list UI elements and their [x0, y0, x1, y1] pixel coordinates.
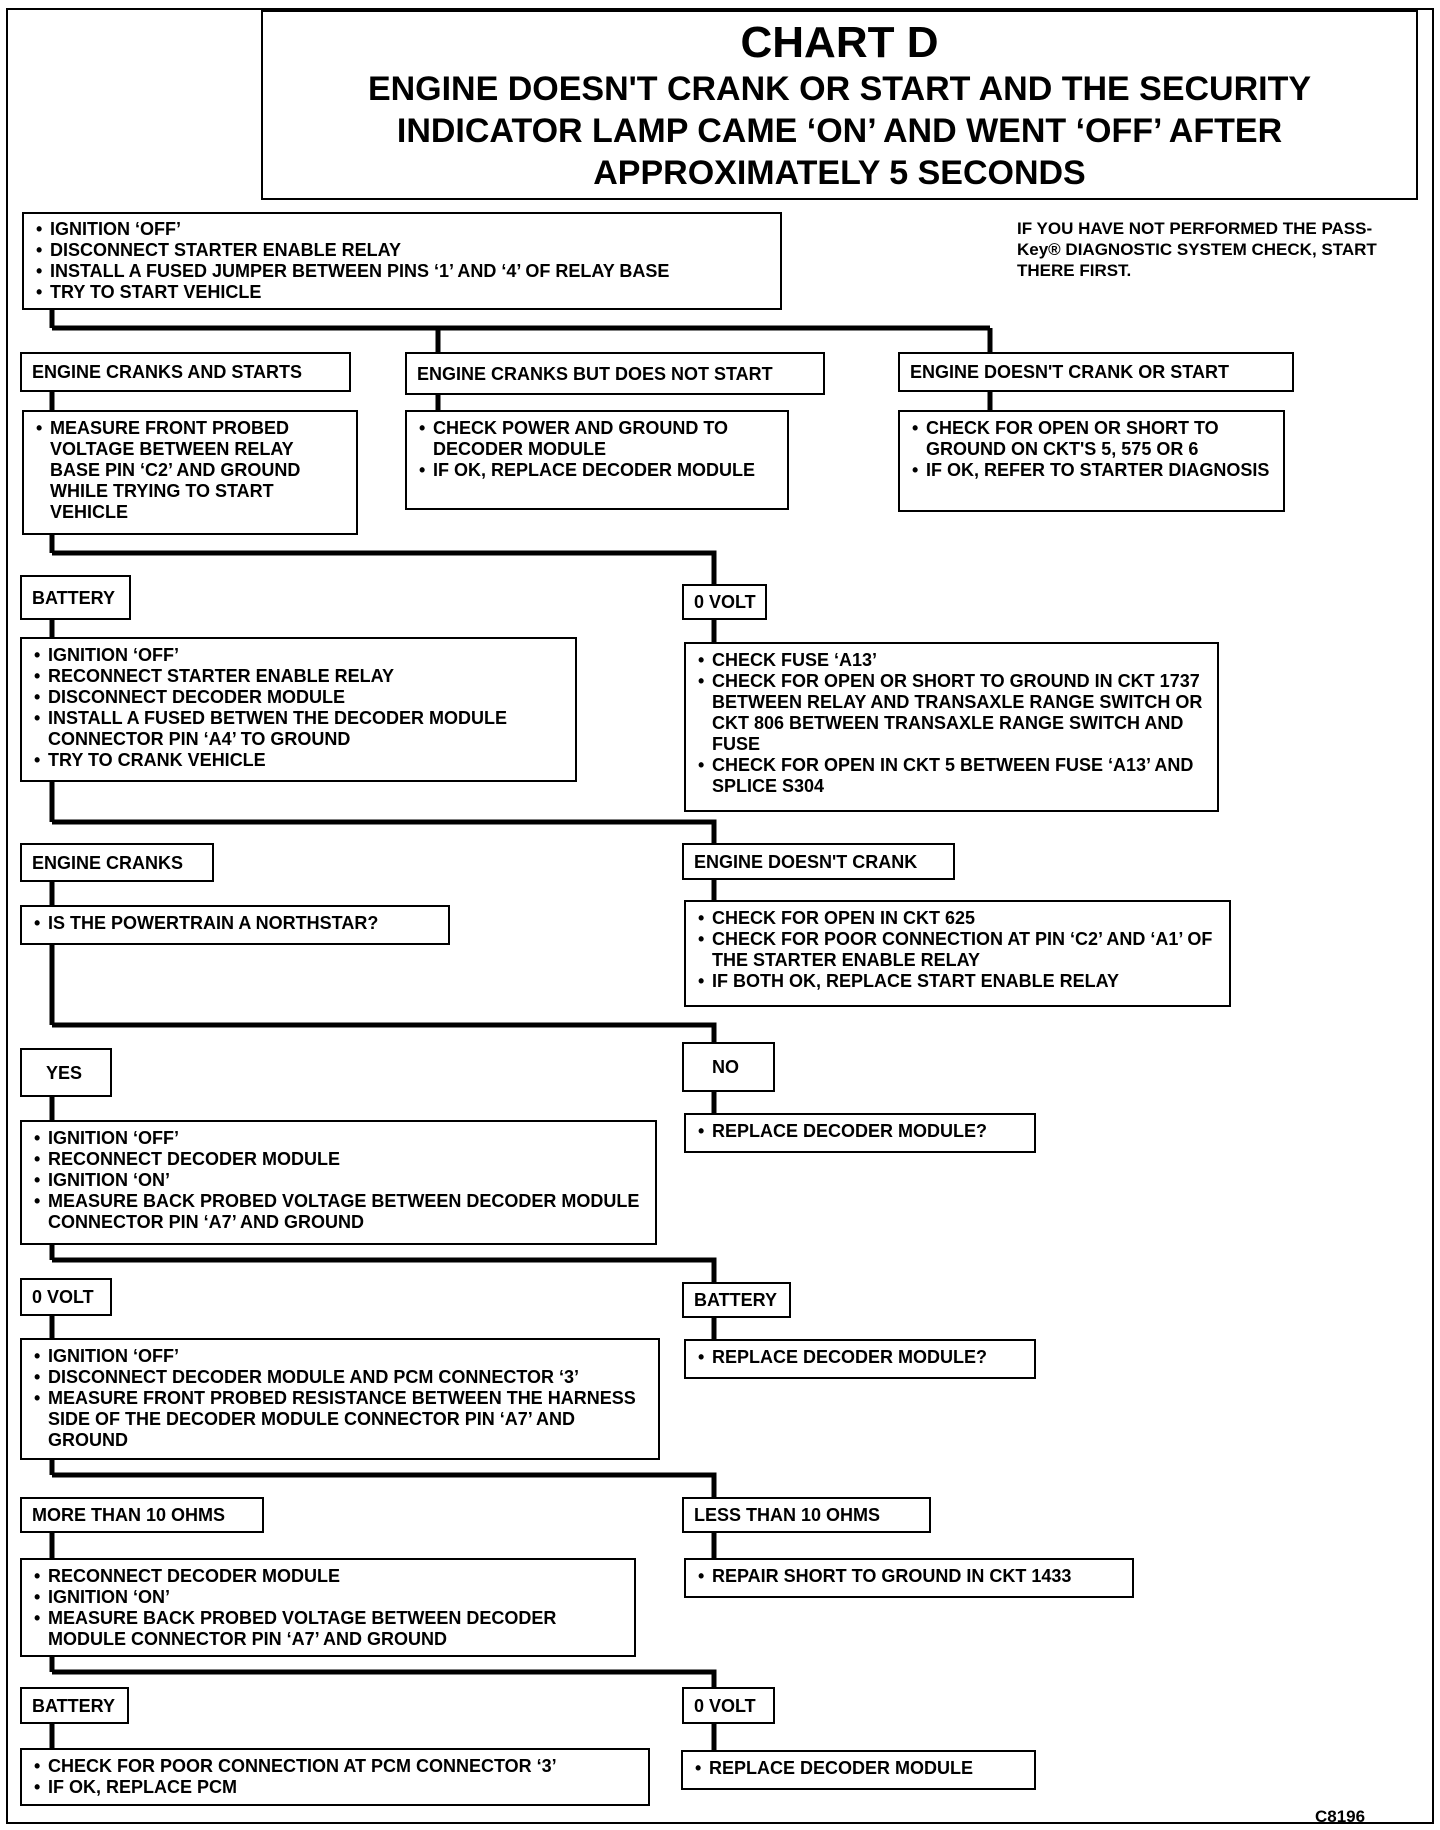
step-item: • TRY TO CRANK VEHICLE — [32, 750, 565, 771]
step-measure-a7-voltage-1 — [20, 1120, 657, 1245]
step-item: • IGNITION ‘OFF’ — [32, 645, 565, 666]
label-no: NO — [682, 1042, 775, 1092]
step-item: • RECONNECT STARTER ENABLE RELAY — [32, 666, 565, 687]
step-item: • IGNITION ‘ON’ — [32, 1587, 624, 1608]
step-list — [32, 645, 565, 771]
step-list — [32, 1128, 645, 1233]
step-repair-short-ckt-1433 — [684, 1558, 1134, 1598]
chart-title-box — [261, 10, 1418, 200]
step-item: • INSTALL A FUSED BETWEN THE DECODER MODULE CONNECTOR PIN ‘A4’ TO GROUND — [32, 708, 565, 750]
step-is-northstar — [20, 905, 450, 945]
chart-title: CHART D — [740, 18, 939, 67]
step-item: • RECONNECT DECODER MODULE — [32, 1566, 624, 1587]
step-item: • DISCONNECT DECODER MODULE — [32, 687, 565, 708]
step-item: • TRY TO START VEHICLE — [34, 282, 770, 303]
step-measure-a7-voltage-2 — [20, 1558, 636, 1657]
label-engine-cranks-and-starts: ENGINE CRANKS AND STARTS — [20, 352, 351, 392]
label-doesnt-crank-or-start: ENGINE DOESN'T CRANK OR START — [898, 352, 1294, 392]
step-item: • MEASURE BACK PROBED VOLTAGE BETWEEN DECODER MODULE CONNECTOR PIN ‘A7’ AND GROUND — [32, 1608, 624, 1650]
step-list — [34, 418, 346, 523]
label-less-than-10-ohms: LESS THAN 10 OHMS — [682, 1497, 931, 1533]
step-item: • CHECK FOR OPEN OR SHORT TO GROUND ON CKT'S 5, 575 OR 6 — [910, 418, 1273, 460]
step-measure-relay-c2 — [22, 410, 358, 535]
step-list — [32, 1566, 624, 1650]
step-list — [696, 1347, 1024, 1368]
label-engine-cranks: ENGINE CRANKS — [20, 843, 214, 882]
step-list — [32, 913, 438, 934]
step-list — [696, 1566, 1122, 1587]
label-yes: YES — [20, 1048, 112, 1097]
step-check-fuse-a13 — [684, 642, 1219, 812]
step-item: • INSTALL A FUSED JUMPER BETWEEN PINS ‘1’ AND ‘4’ OF RELAY BASE — [34, 261, 770, 282]
step-item: • CHECK FOR OPEN OR SHORT TO GROUND IN CKT 1737 BETWEEN RELAY AND TRANSAXLE RANGE SWITCH OR CKT 806 BETWEEN TRANSAXLE RANGE SWITCH AND FUSE — [696, 671, 1207, 755]
step-item: • IS THE POWERTRAIN A NORTHSTAR? — [32, 913, 438, 934]
step-item: • MEASURE FRONT PROBED RESISTANCE BETWEEN THE HARNESS SIDE OF THE DECODER MODULE CONNECTOR PIN ‘A7’ AND GROUND — [32, 1388, 648, 1451]
connector-b3 — [52, 780, 714, 843]
step-item: • IF BOTH OK, REPLACE START ENABLE RELAY — [696, 971, 1219, 992]
step-list — [32, 1346, 648, 1451]
step-item: • IGNITION ‘OFF’ — [34, 219, 770, 240]
step-item: • IGNITION ‘OFF’ — [32, 1128, 645, 1149]
label-more-than-10-ohms: MORE THAN 10 OHMS — [20, 1497, 264, 1533]
step-item: • DISCONNECT DECODER MODULE AND PCM CONNECTOR ‘3’ — [32, 1367, 648, 1388]
step-item: • MEASURE FRONT PROBED VOLTAGE BETWEEN RELAY BASE PIN ‘C2’ AND GROUND WHILE TRYING TO START VEHICLE — [34, 418, 346, 523]
step-item: • IGNITION ‘OFF’ — [32, 1346, 648, 1367]
step-replace-decoder-3 — [681, 1750, 1036, 1790]
step-reconnect-relay — [20, 637, 577, 782]
step-item: • CHECK FOR OPEN IN CKT 5 BETWEEN FUSE ‘A13’ AND SPLICE S304 — [696, 755, 1207, 797]
step-check-power-ground — [405, 410, 789, 510]
step-replace-decoder-2 — [684, 1339, 1036, 1379]
step-list — [417, 418, 777, 481]
step-item: • CHECK FOR POOR CONNECTION AT PIN ‘C2’ AND ‘A1’ OF THE STARTER ENABLE RELAY — [696, 929, 1219, 971]
step-item: • CHECK FOR POOR CONNECTION AT PCM CONNECTOR ‘3’ — [32, 1756, 638, 1777]
step-item: • DISCONNECT STARTER ENABLE RELAY — [34, 240, 770, 261]
step-item: • RECONNECT DECODER MODULE — [32, 1149, 645, 1170]
step-list — [696, 650, 1207, 797]
step-item: • IF OK, REFER TO STARTER DIAGNOSIS — [910, 460, 1273, 481]
step-check-ckt-625 — [684, 900, 1231, 1007]
step-list — [34, 219, 770, 303]
label-engine-doesnt-crank: ENGINE DOESN'T CRANK — [682, 843, 955, 880]
step-replace-decoder-1 — [684, 1113, 1036, 1153]
pass-key-note: IF YOU HAVE NOT PERFORMED THE PASS-Key® DIAGNOSTIC SYSTEM CHECK, START THERE FIRST. — [1017, 219, 1377, 280]
step-item: • CHECK FOR OPEN IN CKT 625 — [696, 908, 1219, 929]
connector-b1 — [52, 310, 990, 352]
label-0-volt-2: 0 VOLT — [20, 1278, 112, 1316]
step-item: • REPLACE DECODER MODULE? — [696, 1121, 1024, 1142]
connector-b7 — [52, 1657, 714, 1687]
step-item: • REPLACE DECODER MODULE? — [696, 1347, 1024, 1368]
connector-b5 — [52, 1245, 714, 1282]
step-check-pcm-connector — [20, 1748, 650, 1806]
connector-b4 — [52, 945, 714, 1042]
step-list — [696, 1121, 1024, 1142]
step-item: • MEASURE BACK PROBED VOLTAGE BETWEEN DECODER MODULE CONNECTOR PIN ‘A7’ AND GROUND — [32, 1191, 645, 1233]
connector-b6 — [52, 1460, 714, 1497]
step-item: • IGNITION ‘ON’ — [32, 1170, 645, 1191]
label-0-volt-3: 0 VOLT — [682, 1687, 775, 1724]
label-battery-3: BATTERY — [20, 1687, 129, 1724]
step-item: • CHECK FUSE ‘A13’ — [696, 650, 1207, 671]
step-start — [22, 212, 782, 310]
label-cranks-not-start: ENGINE CRANKS BUT DOES NOT START — [405, 352, 825, 395]
figure-code: C8196 — [1315, 1807, 1366, 1826]
step-list — [693, 1758, 1024, 1779]
step-item: • REPLACE DECODER MODULE — [693, 1758, 1024, 1779]
step-list — [696, 908, 1219, 992]
step-item: • REPAIR SHORT TO GROUND IN CKT 1433 — [696, 1566, 1122, 1587]
label-battery-1: BATTERY — [20, 575, 131, 620]
step-item: • IF OK, REPLACE PCM — [32, 1777, 638, 1798]
step-item: • IF OK, REPLACE DECODER MODULE — [417, 460, 777, 481]
step-item: • CHECK POWER AND GROUND TO DECODER MODULE — [417, 418, 777, 460]
step-list — [910, 418, 1273, 481]
step-measure-resistance — [20, 1338, 660, 1460]
step-check-ckt-5-575-6 — [898, 410, 1285, 512]
label-0-volt-1: 0 VOLT — [682, 584, 767, 620]
label-battery-2: BATTERY — [682, 1282, 791, 1318]
chart-subtitle: ENGINE DOESN'T CRANK OR START AND THE SECURITY INDICATOR LAMP CAME ‘ON’ AND WENT ‘OFF’ AFTER APPROXIMATELY 5 SECONDS — [367, 70, 1312, 192]
connector-b2 — [52, 535, 714, 584]
step-list — [32, 1756, 638, 1798]
